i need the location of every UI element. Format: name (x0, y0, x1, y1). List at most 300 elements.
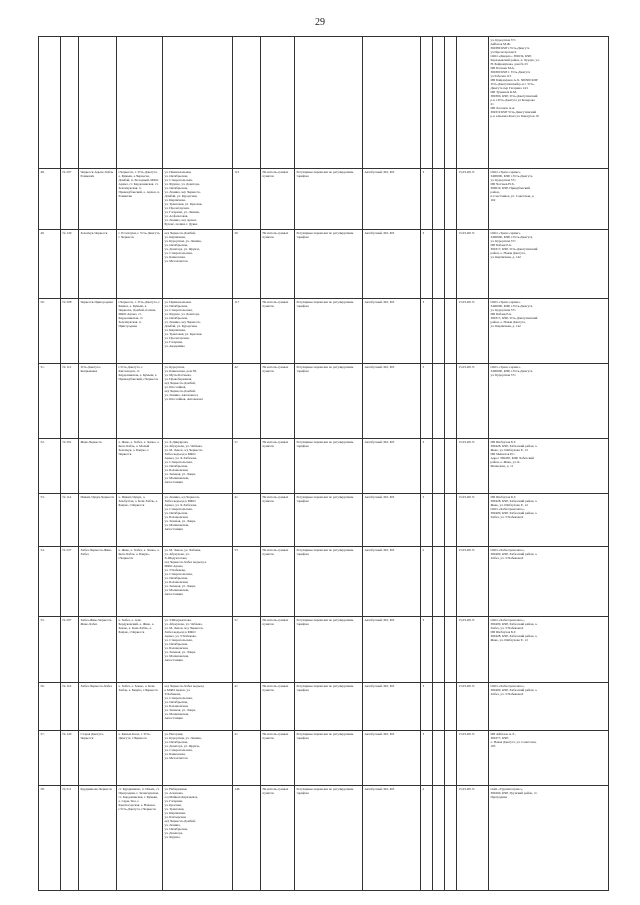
route-code: № 507 (61, 168, 79, 229)
carrier-info-line: 369317, КЧР, Усть-Джегутинский (490, 316, 538, 321)
route-streets-line: ул. Балашовская, (164, 515, 189, 520)
route-streets-line: ул. Ставропольская, (164, 571, 193, 576)
carrier-info-line: 369300 КЧР г. Усть-Джегута (490, 70, 531, 75)
route-streets-line: ул. Кирпичная, (164, 198, 186, 203)
route-streets-line: ул. Октябрьская, (164, 641, 188, 646)
route-register-table (38, 36, 609, 891)
route-stops: а. Жако, а. Хабез, а. Зеюко, а. Кош-Хабль, а. Малый Зеленчук, а. Бавуко, г. Черкесск (117, 439, 163, 494)
route-stops: г.Усть-Джегута, г. Кисловодск, ст. Кардоникская, а. Кумыш, а. Правокубанский, г.Черкесск (117, 364, 163, 439)
carrier-info-line: ИП Хасанов А.А. (490, 106, 516, 111)
start-date: 15.03.2017г. (457, 682, 489, 730)
carrier-info-line: 105 (490, 744, 496, 749)
carrier-info-line: район, (490, 190, 500, 195)
route-streets-line: ул. Октябрьская, (164, 316, 188, 321)
route-streets-line: ул. Октябрьская, (164, 511, 188, 516)
route-streets-line: м/д Черкесск-Домбай, (164, 231, 196, 236)
route-name: Курджиново-Черкесск (79, 785, 117, 890)
vehicle-count-2 (433, 493, 445, 546)
vehicle-count-3 (445, 364, 457, 439)
row-number: 54. (39, 546, 61, 616)
carrier-info-line: 369428, КЧР, Хабезский район, а. (490, 498, 538, 503)
start-date: 15.03.2017г. (457, 785, 489, 890)
route-name: Усть-Джегута-Коврыковка (79, 364, 117, 439)
route-streets-line: ул. Трактовая, ул. Красная, (164, 332, 203, 337)
tariff-type: Регулярные перевозки по регулируемым тарифам (295, 364, 363, 439)
carrier-info-line: Карачаевский район, п. Хурзук, ул. (490, 58, 540, 63)
route-streets (163, 168, 233, 229)
route-streets-line: ул. Мусы Батчаева, (164, 373, 192, 378)
carrier-info-line: ООО «Хабезтрансавто», (490, 507, 525, 512)
route-code: № 116 (61, 682, 79, 730)
carrier-info-line: ул. Курортная 371 (490, 38, 516, 42)
carrier-info-line: ул. Курортная 371 (490, 308, 516, 313)
carrier-info-line: район, а. Новая Джегута, (490, 251, 526, 256)
route-streets-line: Автостанция (164, 715, 183, 720)
route-code: № 508 (61, 299, 79, 364)
route-name: Старая Джегута-Черкесск (79, 731, 117, 786)
carrier-info-line: ОАО «Урупавтотранс», (490, 786, 524, 791)
table-row (39, 616, 609, 682)
route-streets (163, 364, 233, 439)
carrier-info-line: Адрес 369430, КЧР, Хабезский (490, 456, 534, 461)
vehicle-count-1 (421, 37, 433, 169)
vehicle-count-3 (445, 439, 457, 494)
carrier-info-line: ИП Мешелов Р.С. (490, 452, 516, 457)
route-streets-line: ул. Малиновская, (164, 587, 189, 592)
carrier-info-line: Хабез, ул. У.Хабекова,9 (490, 515, 524, 520)
route-code: № 114 (61, 493, 79, 546)
tariff-type: Регулярные перевозки по регулируемым тарифам (295, 168, 363, 229)
route-length: 112 (233, 168, 261, 229)
carrier-info-line: 162 (490, 198, 496, 203)
carrier-info-line: ул.Пролетарская 9 (490, 50, 517, 55)
start-date: 15.03.2017г. (457, 439, 489, 494)
carrier-info-line: 369380 КЧР г.Усть-Джегута (490, 46, 530, 51)
table-row (39, 230, 609, 299)
table-body (39, 37, 609, 891)
route-name: Черкесск-Пригородная (79, 299, 117, 364)
carrier-info-line: ИП Чотчаев Н.Х. (490, 182, 515, 187)
vehicle-count-2 (433, 168, 445, 229)
route-streets-line: к МФО Архыз, ул. (164, 687, 191, 692)
route-streets-line: ул. Трактовая, (164, 806, 185, 811)
carrier-info-line: 369400, КЧР, Хабезский район, а. (490, 621, 538, 626)
carrier-info-line: 369428, КЧР, Хабезский район, а. (490, 444, 538, 449)
route-streets-line: м/д Черкесск-Домбай, (164, 389, 196, 394)
route-streets-line: ул. Красная, (164, 802, 182, 807)
carrier-info-line: п.Счастливое, ул. Советская, д. (490, 194, 535, 199)
route-streets-line: ул. Октябрьская, (164, 243, 188, 248)
carrier-info-line: Н. Байрамукова, дом № 23 (490, 62, 528, 67)
carrier-info-line: район, а. Жако, ул. К. (490, 460, 521, 465)
vehicle-count-2 (433, 364, 445, 439)
carrier-info-line: 369019, КЧР, Прикубанский (490, 186, 530, 191)
route-streets (163, 546, 233, 616)
table-row (39, 731, 609, 786)
row-number: 49 (39, 230, 61, 299)
route-streets-line: ул. Курортная, ул. Ленина, (164, 239, 202, 244)
route-streets-line: ул. Зеленая, ул. Лавра, (164, 583, 196, 588)
route-streets-line: ул. Нагорная, (164, 732, 184, 737)
tariff-type (295, 37, 363, 169)
carrier-info-line: 21 (490, 102, 494, 107)
vehicle-count-1: 3 (421, 682, 433, 730)
route-streets-line: Хабез ведъезд к МФО (164, 498, 196, 503)
row-number: 50. (39, 299, 61, 364)
route-streets (163, 230, 233, 299)
vehicle-count-3 (445, 682, 457, 730)
vehicle-class: Автобусный, М2, М3 (363, 785, 421, 890)
vehicle-count-2 (433, 230, 445, 299)
route-streets-line: Бугенс, поляна г. Дуккa (164, 222, 198, 227)
route-streets-line: м/д Черкесск-Домбай, (164, 381, 196, 386)
route-streets-line: ул. Фрунзе, ул. Доватора, (164, 182, 200, 187)
route-streets-line: ул. Абреухова, ул. Чабаева, (164, 621, 203, 626)
route-stops: г.Черкесск, г. Усть-Джегута, г. Кавказ, а. Кумыш, а. Черкеска, Домбай, поляна, МФО Архыз, ст. Кардоникская, ст. Зеленчукская, п. Пригородная (117, 299, 163, 364)
route-streets-line: ул. М. Ленок, а/д Черкесск- (164, 448, 204, 453)
route-code: № 120 (61, 731, 79, 786)
carrier-info (489, 682, 609, 730)
carrier-info-line: ИП Бабаев Р.А. (490, 243, 512, 248)
route-stops: а. Хабез, а. Зеюко, а. Кош-Хабль, а. Бавуко, г.Черкесск (117, 682, 163, 730)
table-row (39, 299, 609, 364)
route-streets-line: м/д Черкесск-Домбай, (164, 818, 196, 823)
route-streets-line: ул. Октябрьская, (164, 575, 188, 580)
route-streets (163, 616, 233, 682)
table-row (39, 546, 609, 616)
vehicle-count-3 (445, 785, 457, 890)
carrier-info-line: Хабез, ул. У.Хабекова,9 (490, 691, 524, 696)
row-number: 55. (39, 616, 61, 682)
carrier-info-line: ул Рабочая 115 (490, 74, 512, 79)
vehicle-count-1: 3 (421, 616, 433, 682)
start-date (457, 37, 489, 169)
vehicle-count-3 (445, 37, 457, 169)
vehicle-count-1: 3 (421, 299, 433, 364)
carrier-info (489, 299, 609, 364)
stop-order: Не исполь-зуемых пунктов (261, 546, 295, 616)
route-streets-line: ул. М. Ленок, ул. Чабаева, (164, 547, 202, 552)
route-length: 53 (233, 546, 261, 616)
row-number: 52. (39, 439, 61, 494)
route-streets-line: ул. Асканова, (164, 790, 184, 795)
carrier-info-line: Усть-Джегутинский р-н г. Усть- (490, 82, 535, 87)
route-code: № 511 (61, 785, 79, 890)
route-streets-line: ул. Зеленая, ул. Лавра, (164, 472, 196, 477)
carrier-info-line: 369377, КЧР, (490, 736, 509, 741)
start-date: 15.03.2017г. (457, 168, 489, 229)
vehicle-class: Автобусный, М2, М3 (363, 230, 421, 299)
stop-order: Не исполь-зуемых пунктов (261, 439, 295, 494)
start-date: 15.03.2017г. (457, 731, 489, 786)
carrier-info-line: Жако, ул. Шебзухова Р., 12 (490, 637, 528, 642)
route-streets-line: ул. Зеленая, ул. Лавра, (164, 707, 196, 712)
route-streets-line: ул. Металлистов (164, 259, 188, 264)
route-name: Хабез-Жако-Черкесск-Жако-Хабез (79, 616, 117, 682)
carrier-info-line: Преградная (490, 794, 507, 799)
route-streets-line: ул. Октябрьская, (164, 740, 188, 745)
route-streets-line: ул. Гагарина, ул. Ленина, (164, 210, 200, 215)
route-streets-line: ул. Зеленая, ул. Лавра, (164, 649, 196, 654)
vehicle-class: Автобусный, М2, М3 (363, 168, 421, 229)
route-streets-line: Х.Шадуклатова, (164, 555, 188, 560)
route-streets-line: ул. У.Хабекова, (164, 567, 186, 572)
route-code (61, 37, 79, 169)
carrier-info-line: а. Новая Джегута, ул. Советская, (490, 740, 537, 745)
tariff-type: Регулярные перевозки по регулируемым тарифам (295, 682, 363, 730)
carrier-info-line: ул. Кирпичная, д. 142 (490, 324, 521, 329)
route-streets-line: ул. Пролетарская, (164, 206, 190, 211)
route-name: Черкесск-Адыге-Хабль Рожкович (79, 168, 117, 229)
carrier-info-line: район, а. Новая Джегута, (490, 320, 526, 325)
vehicle-count-1: 3 (421, 439, 433, 494)
route-stops: г. Ессентуки, г. Усть-Джегута, г. Черкесск (117, 230, 163, 299)
carrier-info-line: 369400, КЧР, Хабезский район, а. (490, 687, 538, 692)
carrier-info-line: ООО «Транс-сервис» (490, 300, 521, 305)
route-streets-line: ул. Малиновская, (164, 476, 189, 481)
route-streets-line: ул. Октябрьская, (164, 826, 188, 831)
stop-order: Не исполь-зуемых пунктов (261, 785, 295, 890)
carrier-info-line: Мешелова, д. 11 (490, 464, 514, 469)
vehicle-count-3 (445, 168, 457, 229)
route-name: Зеленчук-Черкесск (79, 230, 117, 299)
stop-order: Не исполь-зуемых пунктов (261, 493, 295, 546)
carrier-info-line: ООО «Транс-сервис» (490, 169, 521, 174)
vehicle-count-1: 3 (421, 731, 433, 786)
route-length: 42 (233, 364, 261, 439)
route-streets-line: ул. Ленина, м/д Черкесск- (164, 320, 201, 325)
route-streets-line: ул. Трактовая, ул. Красная, (164, 202, 203, 207)
route-streets-line: ул. Ленина, м/д Архыз- (164, 218, 198, 223)
carrier-info-line: Джегута пер Гагарина 14/1 (490, 86, 529, 91)
route-streets-line: ул. Ставропольская, (164, 507, 193, 512)
route-length: 146 (233, 785, 261, 890)
stop-order: Не исполь-зуемых пунктов (261, 230, 295, 299)
route-streets-line: ул. Ставропольская, (164, 178, 193, 183)
route-code: № 501 (61, 439, 79, 494)
route-streets-line: ул. Ставропольская, (164, 637, 193, 642)
stop-order: Не исполь-зуемых пунктов (261, 299, 295, 364)
route-streets-line: ул. Фрунзе, ул. Доватора, (164, 312, 200, 317)
carrier-info-line: 3400000, КЧР, г.Усть-Джегута, (490, 235, 534, 240)
carrier-info-line: 3400000, КЧР, г.Усть-Джегута, (490, 174, 534, 178)
carrier-info (489, 439, 609, 494)
route-streets (163, 439, 233, 494)
vehicle-class: Автобусный, М2, М3 (363, 731, 421, 786)
vehicle-count-1: 3 (421, 168, 433, 229)
table-row (39, 682, 609, 730)
carrier-info (489, 37, 609, 169)
route-streets-line: ул. Набережная, (164, 786, 188, 791)
route-streets-line: а/д Майкоп-Карачаевск, (164, 794, 199, 799)
route-name: Хабез-Черкесск-Хабез (79, 682, 117, 730)
vehicle-class: Автобусный, М2, М3 (363, 364, 421, 439)
carrier-info (489, 785, 609, 890)
route-streets-line: ул. Кирпичная, (164, 810, 186, 815)
stop-order: Не исполь-зуемых пунктов (261, 168, 295, 229)
route-streets-line: Автостанция (164, 657, 183, 662)
carrier-info-line: 369428, КЧР, Хабезский район, а. (490, 633, 538, 638)
vehicle-count-2 (433, 439, 445, 494)
route-code: № 527 (61, 546, 79, 616)
vehicle-class: Автобусный, М2, М3 (363, 299, 421, 364)
route-code: № 112 (61, 364, 79, 439)
route-streets-line: ул. Привокзальная, (164, 300, 192, 305)
route-streets (163, 731, 233, 786)
tariff-type: Регулярные перевозки по регулируемым тарифам (295, 546, 363, 616)
carrier-info-line: 369317, КЧР, Усть-Джегутинский (490, 247, 538, 252)
carrier-info-line: 3400000, КЧР, г.Усть-Джегута, (490, 304, 534, 309)
route-streets (163, 299, 233, 364)
carrier-info-line: 369300, КЧР, Усть-Джегутинский (490, 94, 538, 99)
route-streets-line: ул. Гагарина, (164, 340, 183, 345)
vehicle-count-3 (445, 493, 457, 546)
row-number: 53. (39, 493, 61, 546)
vehicle-class: Автобусный, М2, М3 (363, 682, 421, 730)
route-streets-line: Автостанция (164, 480, 183, 485)
route-streets-line: ул. М. Ленок, м/д Черкесск- (164, 625, 204, 630)
route-streets-line: ул. Бахтырская, (164, 814, 187, 819)
vehicle-class: Автобусный, М2, М3 (363, 439, 421, 494)
stop-order (261, 37, 295, 169)
route-streets-line: У.Хабекова, (164, 691, 181, 696)
route-streets-line: ул. Курортная, (164, 365, 185, 370)
route-streets-line: ул. Х.Дикуврова, (164, 440, 189, 445)
route-streets-line: ул. Октябрьская, (164, 174, 188, 178)
vehicle-class (363, 37, 421, 169)
route-streets-line: МФО Архыз, (164, 563, 184, 568)
route-streets-line: ул. Ставропольская, (164, 251, 193, 256)
vehicle-count-1: 3 (421, 230, 433, 299)
row-number (39, 37, 61, 169)
table-row (39, 168, 609, 229)
table-row (39, 37, 609, 169)
vehicle-count-1: 3 (421, 364, 433, 439)
route-streets-line: ул. Шоссейная, Автовокзал (164, 397, 204, 402)
route-name: Инжич-Чукун-Черкесск (79, 493, 117, 546)
carrier-info-line: ИП Батчаев М.А. (490, 66, 515, 71)
row-number: 56. (39, 682, 61, 730)
route-streets-line: ул. Кирпичная, (164, 328, 186, 333)
vehicle-count-2 (433, 546, 445, 616)
tariff-type: Регулярные перевозки по регулируемым тарифам (295, 230, 363, 299)
route-length: 51 (233, 439, 261, 494)
page-number: 29 (315, 17, 325, 28)
carrier-info-line: Хабез, ул. У.Хабекова,9 (490, 625, 524, 630)
start-date: 15.03.2017г. (457, 616, 489, 682)
route-streets-line: ул. Ставропольская, (164, 695, 193, 700)
route-code: № 129 (61, 230, 79, 299)
route-length: 51 (233, 616, 261, 682)
vehicle-count-3 (445, 616, 457, 682)
route-streets-line: ул. Ставропольская, (164, 308, 193, 313)
route-streets-line: ул. Асфальтовая, (164, 214, 189, 219)
route-streets-line: ул. Ленина, Автовокзал, (164, 393, 199, 398)
carrier-info-line: 369319 КЧР Усть-Джегутинский (490, 110, 537, 115)
stop-order: Не исполь-зуемых пунктов (261, 616, 295, 682)
route-streets-line: ул. Правобережная, (164, 377, 193, 382)
route-streets-line: м/д Черкесск-Хабез ведъезд (164, 683, 204, 688)
route-streets-line: ул. Металлистов (164, 756, 188, 761)
route-streets-line: Автостанция (164, 591, 183, 596)
row-number: 58. (39, 785, 61, 890)
tariff-type: Регулярные перевозки по регулируемым тарифам (295, 731, 363, 786)
route-length (233, 37, 261, 169)
route-streets-line: ул. Гагарина, (164, 798, 183, 803)
route-name (79, 37, 117, 169)
route-length: 56 (233, 230, 261, 299)
carrier-info-line: ул. Курортная 371 (490, 373, 516, 378)
tariff-type: Регулярные перевозки по регулируемым тарифам (295, 616, 363, 682)
vehicle-count-3 (445, 230, 457, 299)
route-length: 41 (233, 682, 261, 730)
route-streets-line: ул. Октябрьская, (164, 699, 188, 704)
tariff-type: Регулярные перевозки по регулируемым тарифам (295, 493, 363, 546)
carrier-info-line: Жако, ул. Шебзухова Р., 12 (490, 503, 528, 507)
carrier-info (489, 546, 609, 616)
route-streets-line: ул. У.Шадуклатова, (164, 617, 192, 622)
route-streets-line: ул. Октябрьская, (164, 186, 188, 191)
route-streets-line: ул. Фрунзе, (164, 834, 181, 839)
route-streets-line: ул. Доватора, ул. Фрунзе, (164, 744, 200, 749)
route-streets-line: ул. Балашовская, (164, 703, 189, 708)
stop-order: Не исполь-зуемых пунктов (261, 731, 295, 786)
carrier-info-line: ООО «Хабезтрансавто», (490, 547, 525, 552)
carrier-info-line: ИП Шебзухов Б.Г. (490, 629, 517, 634)
start-date: 15.03.2017г. (457, 364, 489, 439)
carrier-info-line: ООО «Хабезтрансавто», (490, 617, 525, 622)
route-streets-line: ул. Балашовская, (164, 645, 189, 650)
start-date: 15.03.2017г. (457, 493, 489, 546)
vehicle-count-3 (445, 546, 457, 616)
table-row (39, 439, 609, 494)
route-streets-line: ул. Шоссейная, (164, 385, 187, 390)
vehicle-count-2 (433, 37, 445, 169)
route-streets-line: ул. Балашовская, (164, 468, 189, 473)
start-date: 15.03.2017г. (457, 299, 489, 364)
vehicle-count-2 (433, 731, 445, 786)
vehicle-count-2 (433, 682, 445, 730)
vehicle-count-3 (445, 731, 457, 786)
route-streets-line: м/д Черкесск-Хабез ведъезд к (164, 559, 207, 564)
start-date: 15.03.2017г. (457, 230, 489, 299)
route-streets (163, 785, 233, 890)
route-stops: а. Хабез, а. Али-Бердуковский, а. Жако, а. Зеюко, а. Кош-Хабль, а. Бавуко, г.Черкесск (117, 616, 163, 682)
row-number: 57. (39, 731, 61, 786)
carrier-info-line: Хабез, ул. У.Хабекова,9 (490, 555, 524, 560)
carrier-info-line: ул. Кирпичная, д. 142 (490, 255, 521, 260)
route-streets-line: ул. Доватора, (164, 830, 184, 835)
route-streets-line: ул. Ленина, а/д Черкесск- (164, 494, 201, 499)
route-code: № 507 (61, 616, 79, 682)
route-streets-line: ул. Ленина, м/р Черкесск- (164, 190, 201, 195)
route-streets-line: ул. Октябрьская, (164, 464, 188, 469)
route-streets-line: ул. Абреухова, ул. (164, 551, 190, 556)
route-length: 117 (233, 299, 261, 364)
carrier-info-line: ООО «Транс-сервис» (490, 365, 521, 370)
route-streets-line: ул. Привокзальная, (164, 169, 192, 174)
carrier-info-line: ИП Шебзухов Б.Г. (490, 440, 517, 445)
table-row (39, 364, 609, 439)
route-streets (163, 682, 233, 730)
route-stops (117, 37, 163, 169)
route-streets-line: ул. Абреухова, ул. Чабаева, (164, 444, 203, 449)
route-stops: ст. Курджиново, п. Ильич, ст. Преградная, г. Зеленчукская, ст. Кардоникская, г. Кумыш, а. Сары-Тюз, г. Красногорская, а. Важное, г.Усть-Джегута, г.Черкесск (117, 785, 163, 890)
route-streets-line: ул. Кавказская, (164, 752, 186, 757)
route-streets-line: ул. Октябрьская, (164, 304, 188, 309)
route-stops: а. Жако, а. Хабез, а. Зеюко, а. Кош-Хабль, а. Бавуко, г.Черкесск (117, 546, 163, 616)
tariff-type: Регулярные перевозки по регулируемым тарифам (295, 299, 363, 364)
